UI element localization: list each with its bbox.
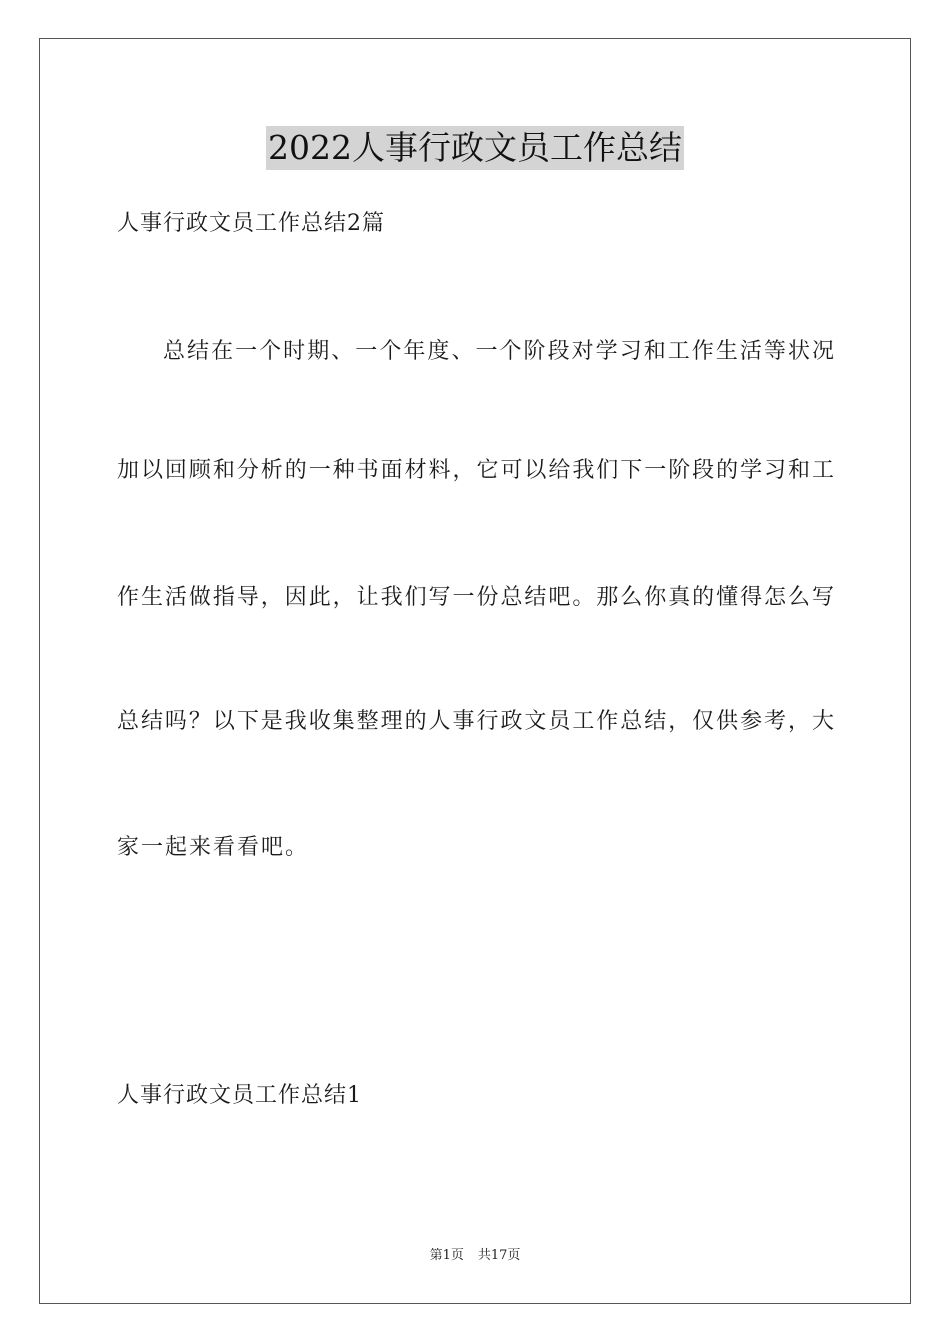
page-number: 第1页 (429, 1248, 464, 1263)
paragraph-line: 作生活做指导，因此，让我们写一份总结吧。那么你真的懂得怎么写 (117, 585, 834, 610)
paragraph-line: 总结吗？以下是我收集整理的人事行政文员工作总结，仅供参考，大 (117, 709, 834, 734)
section-heading: 人事行政文员工作总结1 (117, 1083, 362, 1108)
page-footer (0, 1247, 950, 1265)
page-total: 共17页 (477, 1248, 521, 1263)
document-subtitle: 人事行政文员工作总结2篇 (117, 211, 385, 236)
paragraph-line: 家一起来看看吧。 (117, 835, 310, 860)
paragraph-line: 总结在一个时期、一个年度、一个阶段对学习和工作生活等状况 (163, 339, 834, 364)
title-container (0, 126, 950, 170)
paragraph-line: 加以回顾和分析的一种书面材料，它可以给我们下一阶段的学习和工 (117, 458, 834, 483)
document-title: 2022人事行政文员工作总结 (266, 126, 684, 170)
